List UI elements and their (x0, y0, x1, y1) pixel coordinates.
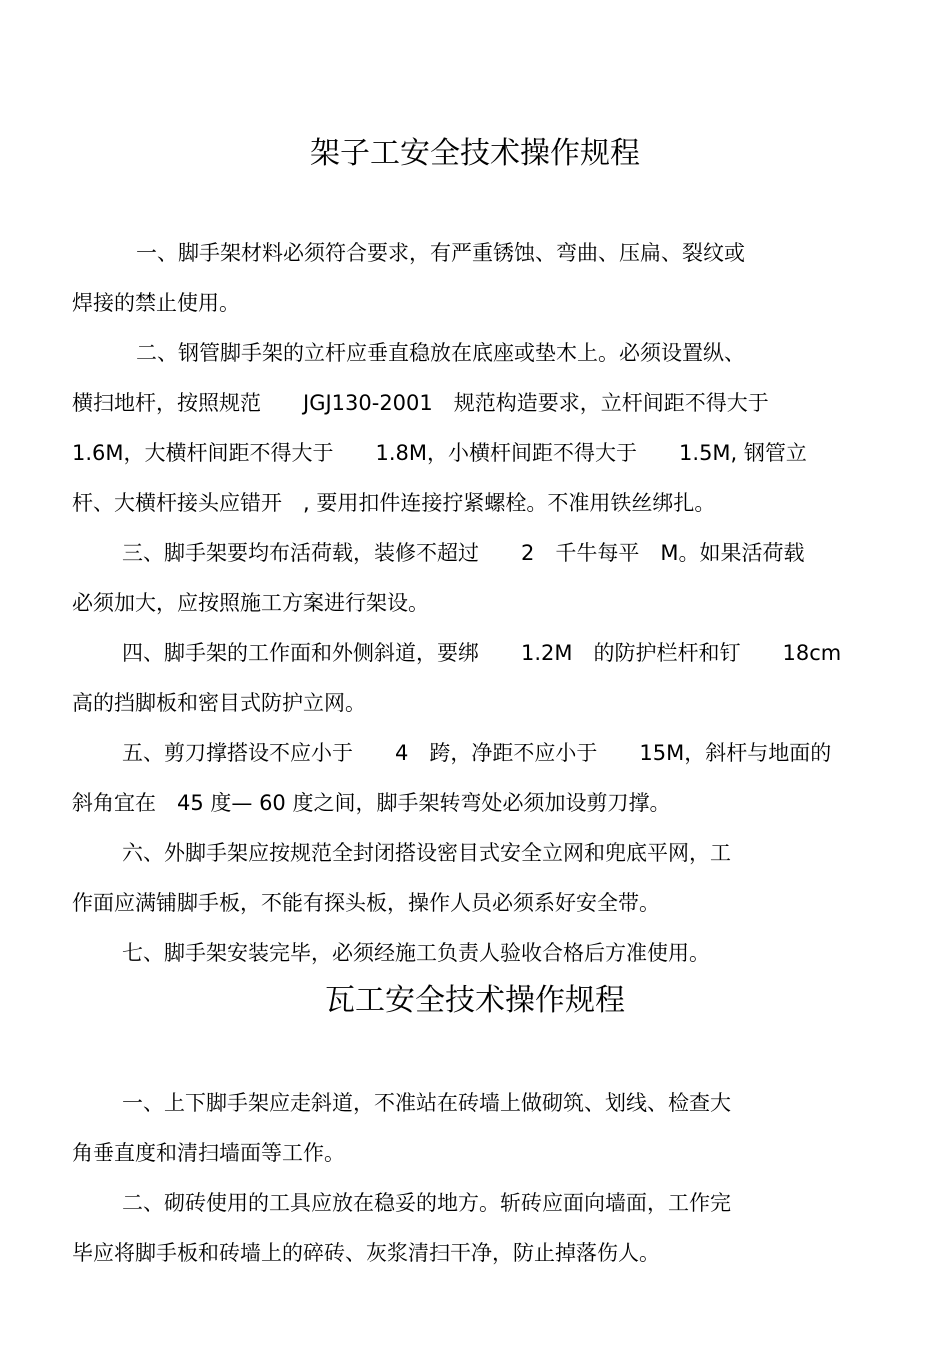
s1-line-14: 作面应满铺脚手板，不能有探头板，操作人员必须系好安全带。 (72, 891, 660, 915)
s2-line-3: 二、砌砖使用的工具应放在稳妥的地方。斩砖应面向墙面，工作完 (122, 1191, 731, 1215)
s1-line-6: 杆、大横杆接头应错开 , 要用扣件连接拧紧螺栓。不准用铁丝绑扎。 (72, 491, 716, 515)
s1-line-9: 四、脚手架的工作面和外侧斜道，要绑 1.2M 的防护栏杆和钉 18cm (122, 641, 842, 665)
s1-line-3: 二、钢管脚手架的立杆应垂直稳放在底座或垫木上。必须设置纵、 (136, 341, 745, 365)
s1-line-2: 焊接的禁止使用。 (72, 291, 240, 315)
s1-line-12: 斜角宜在 45 度— 60 度之间，脚手架转弯处必须加设剪刀撑。 (72, 791, 671, 815)
s2-line-2: 角垂直度和清扫墙面等工作。 (72, 1141, 345, 1165)
s2-line-1: 一、上下脚手架应走斜道，不准站在砖墙上做砌筑、划线、检查大 (122, 1091, 731, 1115)
s1-line-7: 三、脚手架要均布活荷载，装修不超过 2 千牛每平 M。如果活荷载 (122, 541, 805, 565)
section-2-title: 瓦工安全技术操作规程 (325, 983, 625, 1018)
s1-line-10: 高的挡脚板和密目式防护立网。 (72, 691, 366, 715)
s1-line-8: 必须加大，应按照施工方案进行架设。 (72, 591, 429, 615)
s1-line-11: 五、剪刀撑搭设不应小于 4 跨，净距不应小于 15M，斜杆与地面的 (122, 741, 832, 765)
s1-line-13: 六、外脚手架应按规范全封闭搭设密目式安全立网和兜底平网，工 (122, 841, 731, 865)
s1-line-4: 横扫地杆，按照规范 JGJ130-2001 规范构造要求，立杆间距不得大于 (72, 391, 769, 415)
s1-line-5: 1.6M，大横杆间距不得大于 1.8M，小横杆间距不得大于 1.5M, 钢管立 (72, 441, 807, 465)
s1-line-1: 一、脚手架材料必须符合要求，有严重锈蚀、弯曲、压扁、裂纹或 (136, 241, 745, 265)
section-1-title: 架子工安全技术操作规程 (310, 136, 640, 171)
s2-line-4: 毕应将脚手板和砖墙上的碎砖、灰浆清扫干净，防止掉落伤人。 (72, 1241, 660, 1265)
s1-line-15: 七、脚手架安装完毕，必须经施工负责人验收合格后方准使用。 (122, 941, 710, 965)
